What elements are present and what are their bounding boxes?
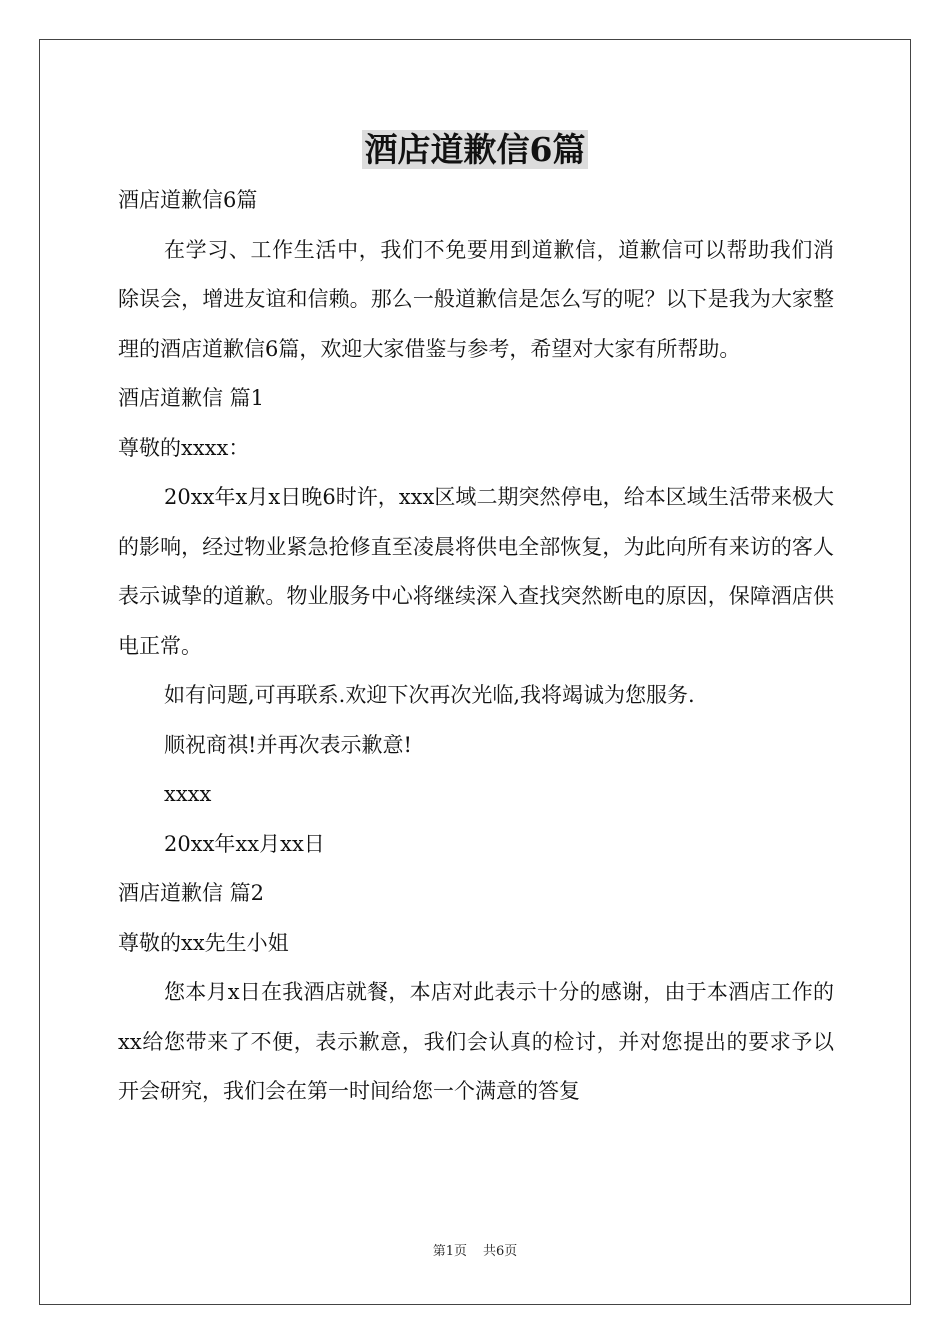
section-heading-2: 酒店道歉信 篇2 xyxy=(118,881,265,905)
document-title xyxy=(0,128,950,172)
body-paragraph-3: 您本月x日在我酒店就餐，本店对此表示十分的感谢，由于本酒店工作的xx给您带来了不便，表示歉意，我们会认真的检讨，并对您提出的要求予以开会研究，我们会在第一时间给您一个满意的答复 xyxy=(118,980,834,1103)
salutation-2: 尊敬的xx先生小姐 xyxy=(118,930,289,955)
page-footer xyxy=(0,1242,950,1262)
salutation-1: 尊敬的xxxx： xyxy=(118,435,250,460)
subtitle-line: 酒店道歉信6篇 xyxy=(118,188,258,212)
signature-1: xxxx xyxy=(164,782,212,806)
body-paragraph-2: 如有问题,可再联系.欢迎下次再次光临,我将竭诚为您服务. xyxy=(164,683,695,707)
section-heading-1: 酒店道歉信 篇1 xyxy=(118,386,265,410)
closing-line-1: 顺祝商祺!并再次表示歉意! xyxy=(164,732,412,757)
page-total: 共6页 xyxy=(483,1244,518,1259)
page-number: 第1页 xyxy=(432,1244,467,1259)
document-body xyxy=(118,176,834,1117)
document-title-text: 酒店道歉信6篇 xyxy=(362,130,589,169)
intro-paragraph: 在学习、工作生活中，我们不免要用到道歉信，道歉信可以帮助我们消除误会，增进友谊和信赖。那么一般道歉信是怎么写的呢？以下是我为大家整理的酒店道歉信6篇，欢迎大家借鉴与参考，希望对大家有所帮助。 xyxy=(118,237,834,361)
body-paragraph-1: 20xx年x月x日晚6时许，xxx区域二期突然停电，给本区域生活带来极大的影响，经过物业紧急抢修直至凌晨将供电全部恢复，为此向所有来访的客人表示诚挚的道歉。物业服务中心将继续深入查找突然断电的原因，保障酒店供电正常。 xyxy=(118,485,834,658)
date-1: 20xx年xx月xx日 xyxy=(164,831,325,856)
